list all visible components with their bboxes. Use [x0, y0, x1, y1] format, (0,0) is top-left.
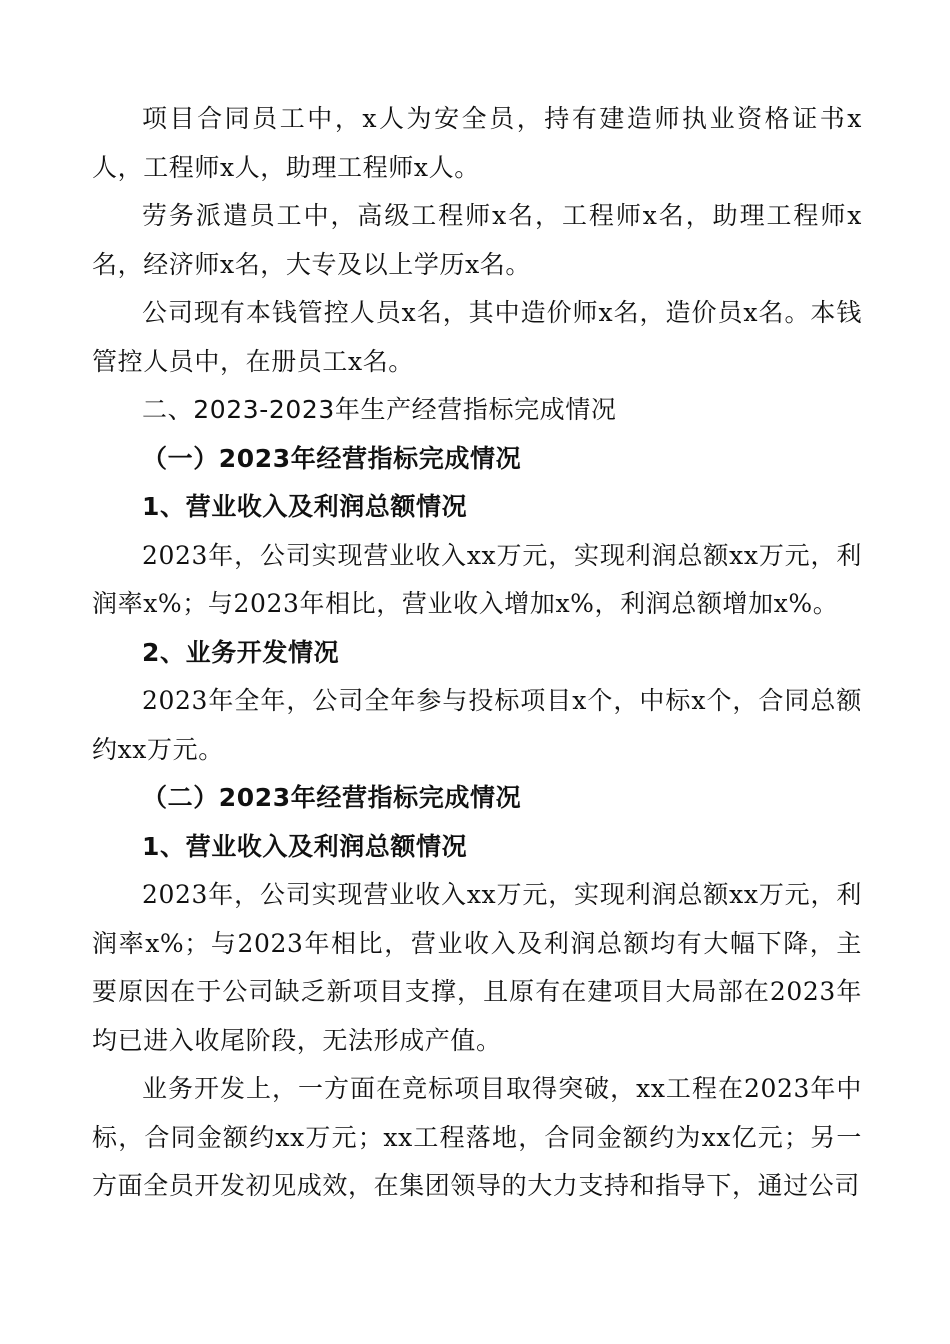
item-heading-revenue-profit-second: 1、营业收入及利润总额情况 [142, 831, 468, 861]
item-heading-revenue-profit: 1、营业收入及利润总额情况 [142, 492, 468, 521]
paragraph-revenue-profit: 2023年，公司实现营业收入xx万元，实现利润总额xx万元，利润率x%；与2023年相比，营业收入增加x%，利润总额增加x%。 [92, 540, 862, 618]
subsection-heading-one: （一）2023年经营指标完成情况 [142, 443, 522, 473]
paragraph-cost-control-staff: 公司现有本钱管控人员x名，其中造价师x名，造价员x名。本钱管控人员中，在册员工x名。 [92, 298, 862, 376]
section-heading-two: 二、2023-2023年生产经营指标完成情况 [142, 395, 617, 424]
item-heading-business-development: 2、业务开发情况 [142, 637, 340, 667]
paragraph-dispatch-staff: 劳务派遣员工中，高级工程师x名，工程师x名，助理工程师x名，经济师x名，大专及以上学历x名。 [92, 201, 862, 279]
paragraph-business-development: 2023年全年，公司全年参与投标项目x个，中标x个，合同总额约xx万元。 [92, 686, 862, 764]
document-body [92, 95, 862, 1211]
paragraph-revenue-decline: 2023年，公司实现营业收入xx万元，实现利润总额xx万元，利润率x%；与2023年相比，营业收入及利润总额均有大幅下降，主要原因在于公司缺乏新项目支撑，且原有在建项目大局部在2023年均已进入收尾阶段，无法形成产值。 [92, 880, 862, 1055]
paragraph-project-staff: 项目合同员工中，x人为安全员，持有建造师执业资格证书x人，工程师x人，助理工程师x人。 [92, 104, 862, 182]
subsection-heading-two: （二）2023年经营指标完成情况 [142, 783, 522, 812]
paragraph-business-breakthrough: 业务开发上，一方面在竞标项目取得突破，xx工程在2023年中标，合同金额约xx万元；xx工程落地，合同金额约为xx亿元；另一方面全员开发初见成效，在集团领导的大力支持和指导下，通过公司 [92, 1074, 862, 1200]
